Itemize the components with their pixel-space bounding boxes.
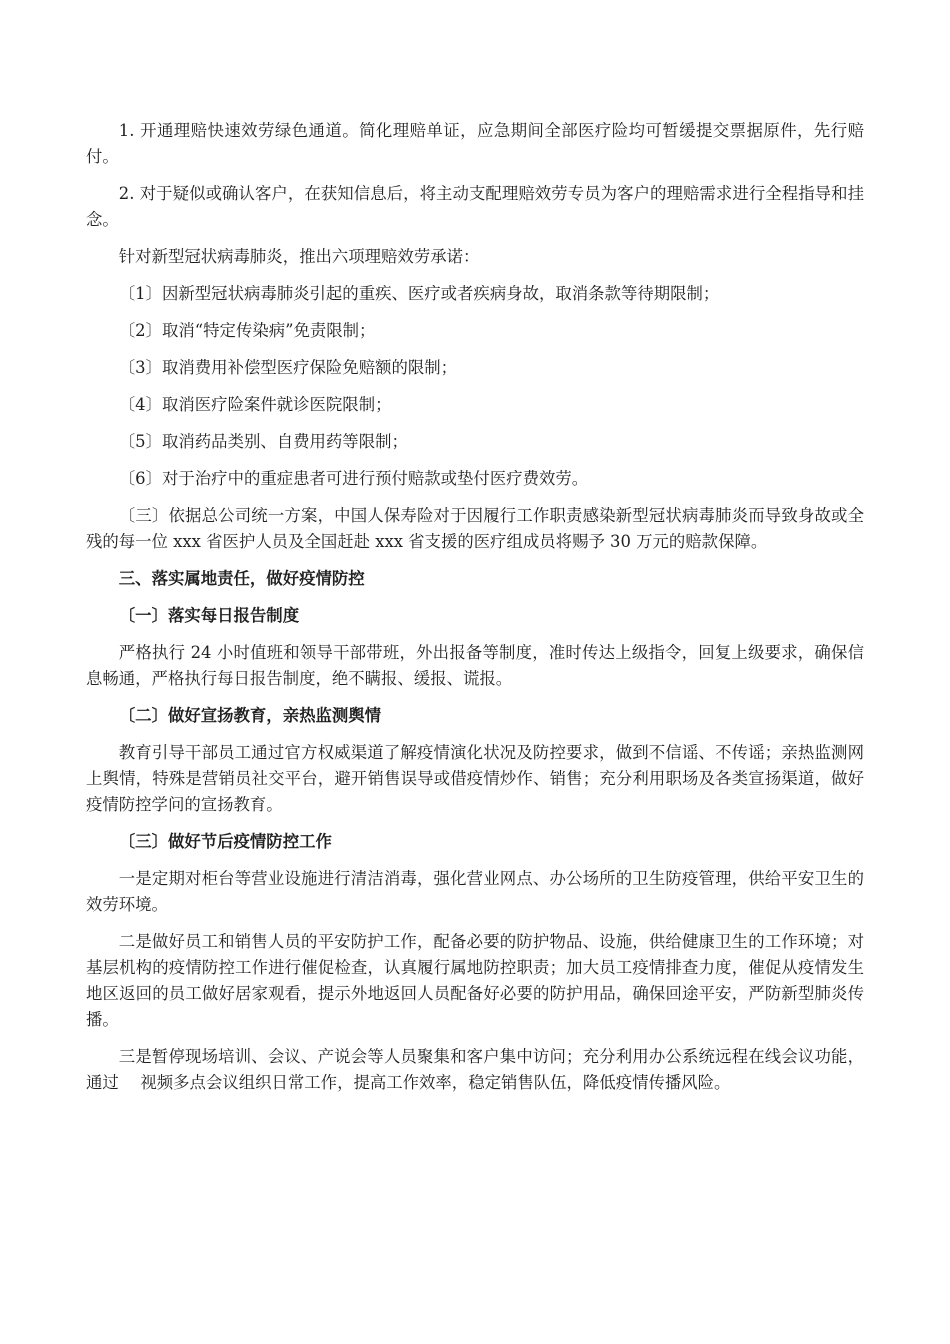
subsection-heading-post-holiday: 〔三〕做好节后疫情防控工作 <box>118 832 332 851</box>
section-heading-3: 三、落实属地责任，做好疫情防控 <box>118 569 365 588</box>
commitment-item-4: 〔4〕取消医疗险案件就诊医院限制； <box>118 395 392 414</box>
paragraph-publicity: 教育引导干部员工通过官方权威渠道了解疫情演化状况及防控要求，做到不信谣、不传谣；亲热监测网上舆情，特殊是营销员社交平台，避开销售误导或借疫情炒作、销售；充分利用职场及各类宣扬渠道，做好疫情防控学问的宣扬教育。 <box>86 743 864 814</box>
commitment-item-6: 〔6〕对于治疗中的重症患者可进行预付赔款或垫付医疗费效劳。 <box>118 469 589 488</box>
subsection-heading-publicity: 〔二〕做好宣扬教育，亲热监测舆情 <box>118 706 382 725</box>
commitment-item-2: 〔2〕取消“特定传染病”免责限制； <box>118 321 376 340</box>
commitment-item-3: 〔3〕取消费用补偿型医疗保险免赔额的限制； <box>118 358 458 377</box>
paragraph-disinfection: 一是定期对柜台等营业设施进行清洁消毒，强化营业网点、办公场所的卫生防疫管理，供给平安卫生的效劳环境。 <box>86 869 864 914</box>
paragraph-claims-green-channel: 1. 开通理赔快速效劳绿色通道。简化理赔单证，应急期间全部医疗险均可暂缓提交票据原件，先行赔付。 <box>86 121 864 166</box>
paragraph-medical-staff-coverage: 〔三〕依据总公司统一方案，中国人保寿险对于因履行工作职责感染新型冠状病毒肺炎而导致身故或全残的每一位 xxx 省医护人员及全国赶赴 xxx 省支援的医疗组成员将赐予 30 万元的赔款保障。 <box>86 506 864 551</box>
paragraph-suspend-gatherings: 三是暂停现场培训、会议、产说会等人员聚集和客户集中访问；充分利用办公系统远程在线会议功能，通过 视频多点会议组织日常工作，提高工作效率，稳定销售队伍，降低疫情传播风险。 <box>86 1047 864 1092</box>
commitment-item-5: 〔5〕取消药品类别、自费用药等限制； <box>118 432 408 451</box>
subsection-heading-daily-report: 〔一〕落实每日报告制度 <box>118 606 300 625</box>
paragraph-daily-report: 严格执行 24 小时值班和领导干部带班，外出报备等制度，准时传达上级指令，回复上级要求，确保信息畅通，严格执行每日报告制度，绝不瞒报、缓报、谎报。 <box>86 643 864 688</box>
paragraph-staff-protection: 二是做好员工和销售人员的平安防护工作，配备必要的防护物品、设施，供给健康卫生的工作环境；对基层机构的疫情防控工作进行催促检查，认真履行属地防控职责；加大员工疫情排查力度，催促从疫情发生地区返回的员工做好居家观看，提示外地返回人员配备好必要的防护用品，确保回途平安，严防新型肺炎传播。 <box>86 932 864 1029</box>
paragraph-claims-specialist: 2. 对于疑似或确认客户，在获知信息后，将主动支配理赔效劳专员为客户的理赔需求进行全程指导和挂念。 <box>86 184 864 229</box>
document-body <box>86 118 864 1107</box>
commitment-item-1: 〔1〕因新型冠状病毒肺炎引起的重疾、医疗或者疾病身故，取消条款等待期限制； <box>118 284 720 303</box>
paragraph-six-commitments-intro: 针对新型冠状病毒肺炎，推出六项理赔效劳承诺： <box>118 247 480 266</box>
